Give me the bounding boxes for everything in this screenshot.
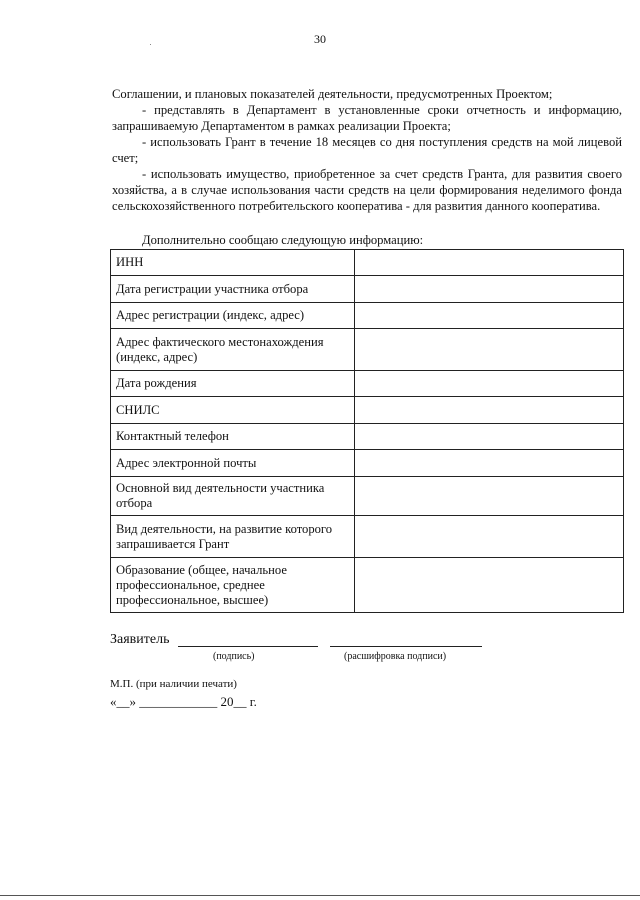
row-label: ИНН	[111, 250, 355, 276]
table-row	[111, 450, 624, 477]
row-value[interactable]	[355, 477, 624, 516]
table-row	[111, 303, 624, 329]
row-label: Образование (общее, начальное профессиональное, среднее профессиональное, высшее)	[111, 558, 355, 613]
page-number: 30	[314, 32, 326, 46]
row-label: Адрес фактического местонахождения (индекс, адрес)	[111, 329, 355, 371]
row-label: СНИЛС	[111, 397, 355, 424]
signature-block	[110, 632, 624, 666]
signature-decoding-line[interactable]	[330, 646, 482, 647]
row-value[interactable]	[355, 276, 624, 303]
row-value[interactable]	[355, 371, 624, 397]
row-value[interactable]	[355, 303, 624, 329]
row-value[interactable]	[355, 424, 624, 450]
row-value[interactable]	[355, 329, 624, 371]
table-row	[111, 558, 624, 613]
paragraph-1: Соглашении, и плановых показателей деятельности, предусмотренных Проектом;	[112, 87, 553, 101]
spacer	[112, 214, 622, 232]
intro-text: Дополнительно сообщаю следующую информацию:	[142, 233, 424, 247]
document-body	[112, 86, 622, 248]
row-label: Адрес регистрации (индекс, адрес)	[111, 303, 355, 329]
signature-line[interactable]	[178, 646, 318, 647]
row-value[interactable]	[355, 450, 624, 477]
table-row	[111, 477, 624, 516]
scan-speck	[150, 44, 151, 45]
row-value[interactable]	[355, 558, 624, 613]
stamp-place: М.П. (при наличии печати)	[110, 678, 237, 690]
table-row	[111, 424, 624, 450]
row-value[interactable]	[355, 516, 624, 558]
table-row	[111, 371, 624, 397]
signature-caption: (подпись)	[213, 651, 255, 662]
signature-decoding-caption: (расшифровка подписи)	[344, 651, 447, 662]
date-line[interactable]: «__» ____________ 20__ г.	[110, 694, 257, 709]
paragraph-4: - использовать имущество, приобретенное за счет средств Гранта, для развития своего хозяйства, а в случае использования части средств на цели формирования неделимого фонда сельскохозяйственного потребительского кооператива - для развития данного кооператива.	[112, 167, 622, 213]
row-label: Вид деятельности, на развитие которого запрашивается Грант	[111, 516, 355, 558]
row-value[interactable]	[355, 397, 624, 424]
table-row	[111, 516, 624, 558]
table-row	[111, 276, 624, 303]
scan-edge-line	[0, 895, 640, 896]
row-label: Адрес электронной почты	[111, 450, 355, 477]
row-value[interactable]	[355, 250, 624, 276]
table-row	[111, 397, 624, 424]
row-label: Контактный телефон	[111, 424, 355, 450]
row-label: Дата рождения	[111, 371, 355, 397]
applicant-label: Заявитель	[110, 632, 170, 647]
row-label: Основной вид деятельности участника отбора	[111, 477, 355, 516]
paragraph-3: - использовать Грант в течение 18 месяцев со дня поступления средств на мой лицевой счет;	[112, 135, 622, 165]
paragraph-2: - представлять в Департамент в установленные сроки отчетность и информацию, запрашиваемую Департаментом в рамках реализации Проекта;	[112, 103, 622, 133]
table-row	[111, 329, 624, 371]
table-row	[111, 250, 624, 276]
row-label: Дата регистрации участника отбора	[111, 276, 355, 303]
applicant-info-table	[110, 249, 624, 613]
